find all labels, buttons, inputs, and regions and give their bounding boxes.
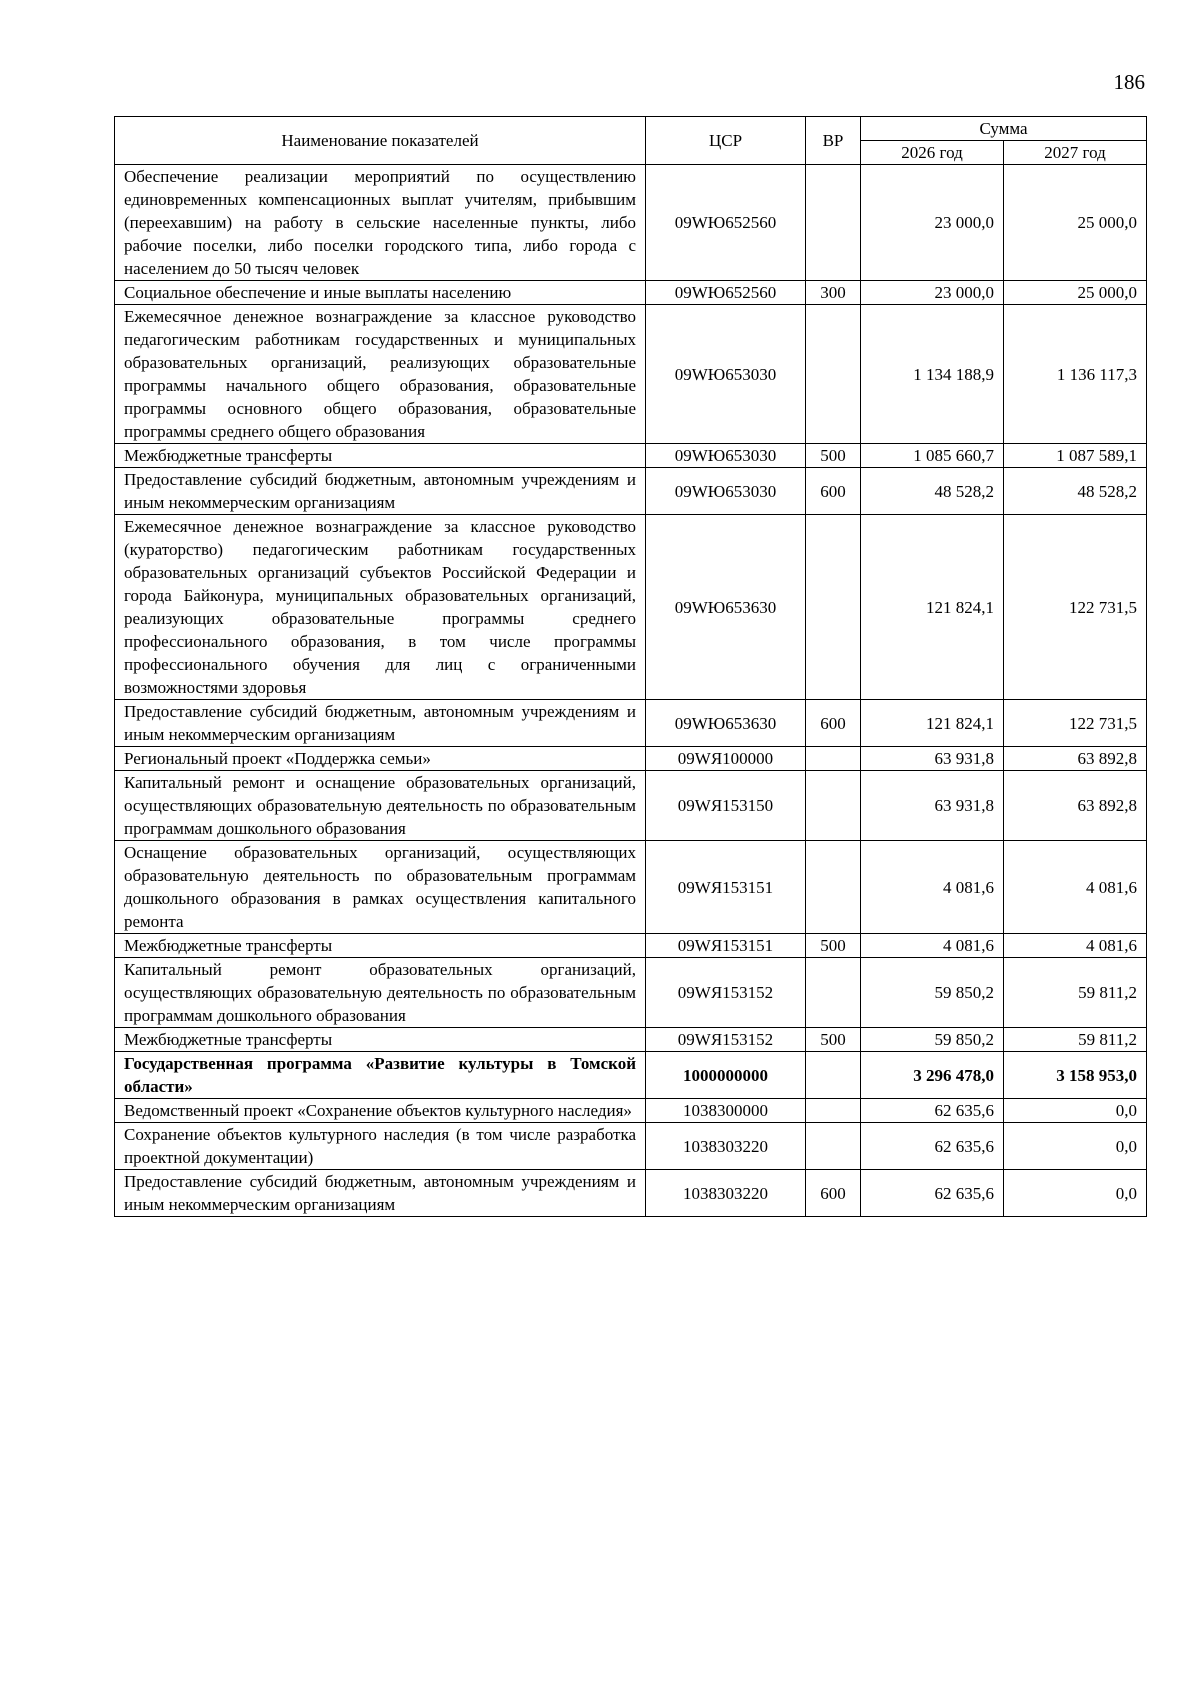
row-sum-2027-cell: 25 000,0	[1004, 281, 1147, 305]
row-sum-2026-cell: 121 824,1	[861, 700, 1004, 747]
table-header	[115, 117, 1147, 165]
row-vr-cell	[806, 841, 861, 934]
row-name-cell: Предоставление субсидий бюджетным, автономным учреждениям и иным некоммерческим организациям	[115, 468, 646, 515]
header-name: Наименование показателей	[115, 117, 646, 165]
row-name-cell: Межбюджетные трансферты	[115, 444, 646, 468]
table-row	[115, 700, 1147, 747]
table-row	[115, 771, 1147, 841]
row-sum-2026-cell: 4 081,6	[861, 841, 1004, 934]
row-sum-2027-cell: 122 731,5	[1004, 515, 1147, 700]
table-row	[115, 747, 1147, 771]
row-sum-2026-cell: 4 081,6	[861, 934, 1004, 958]
row-vr-cell: 500	[806, 444, 861, 468]
row-sum-2026-cell: 63 931,8	[861, 771, 1004, 841]
row-vr-cell: 600	[806, 700, 861, 747]
table-row	[115, 934, 1147, 958]
table-row	[115, 468, 1147, 515]
row-sum-2027-cell: 122 731,5	[1004, 700, 1147, 747]
table-row	[115, 1123, 1147, 1170]
row-sum-2027-cell: 48 528,2	[1004, 468, 1147, 515]
row-sum-2027-cell: 63 892,8	[1004, 747, 1147, 771]
row-sum-2026-cell: 1 134 188,9	[861, 305, 1004, 444]
row-csr-cell: 1038300000	[646, 1099, 806, 1123]
row-vr-cell	[806, 1052, 861, 1099]
row-vr-cell: 300	[806, 281, 861, 305]
row-name-cell: Капитальный ремонт образовательных организаций, осуществляющих образовательную деятельность по образовательным программам дошкольного образования	[115, 958, 646, 1028]
row-sum-2027-cell: 1 087 589,1	[1004, 444, 1147, 468]
row-name-cell: Оснащение образовательных организаций, осуществляющих образовательную деятельность по образовательным программам дошкольного образования в рамках осуществления капитального ремонта	[115, 841, 646, 934]
row-sum-2027-cell: 3 158 953,0	[1004, 1052, 1147, 1099]
row-csr-cell: 1038303220	[646, 1123, 806, 1170]
table-row	[115, 841, 1147, 934]
row-vr-cell	[806, 165, 861, 281]
row-name-cell: Ежемесячное денежное вознаграждение за классное руководство педагогическим работникам государственных и муниципальных образовательных организаций, реализующих образовательные программы начального общего образования, образовательные программы основного общего образования, образовательные программы среднего общего образования	[115, 305, 646, 444]
row-sum-2026-cell: 1 085 660,7	[861, 444, 1004, 468]
budget-table	[114, 116, 1147, 1217]
row-sum-2026-cell: 62 635,6	[861, 1123, 1004, 1170]
row-sum-2026-cell: 121 824,1	[861, 515, 1004, 700]
row-vr-cell: 600	[806, 1170, 861, 1217]
row-csr-cell: 09WЯ100000	[646, 747, 806, 771]
row-sum-2027-cell: 63 892,8	[1004, 771, 1147, 841]
row-csr-cell: 09WЯ153151	[646, 934, 806, 958]
row-name-cell: Сохранение объектов культурного наследия (в том числе разработка проектной документации)	[115, 1123, 646, 1170]
row-sum-2027-cell: 0,0	[1004, 1123, 1147, 1170]
row-vr-cell: 500	[806, 1028, 861, 1052]
row-csr-cell: 09WЯ153150	[646, 771, 806, 841]
header-year-2026: 2026 год	[861, 141, 1004, 165]
row-sum-2027-cell: 4 081,6	[1004, 934, 1147, 958]
row-vr-cell: 600	[806, 468, 861, 515]
row-csr-cell: 09WЮ653030	[646, 468, 806, 515]
table-body	[115, 165, 1147, 1217]
row-sum-2027-cell: 4 081,6	[1004, 841, 1147, 934]
row-name-cell: Предоставление субсидий бюджетным, автономным учреждениям и иным некоммерческим организациям	[115, 1170, 646, 1217]
row-sum-2027-cell: 25 000,0	[1004, 165, 1147, 281]
row-sum-2026-cell: 3 296 478,0	[861, 1052, 1004, 1099]
table-row	[115, 281, 1147, 305]
row-vr-cell: 500	[806, 934, 861, 958]
page-number: 186	[1113, 70, 1145, 94]
header-csr: ЦСР	[646, 117, 806, 165]
row-csr-cell: 09WЯ153152	[646, 958, 806, 1028]
table-row	[115, 1099, 1147, 1123]
row-csr-cell: 09WЯ153152	[646, 1028, 806, 1052]
header-vr: ВР	[806, 117, 861, 165]
row-csr-cell: 09WЮ653630	[646, 515, 806, 700]
row-vr-cell	[806, 1123, 861, 1170]
row-name-cell: Обеспечение реализации мероприятий по осуществлению единовременных компенсационных выплат учителям, прибывшим (переехавшим) на работу в сельские населенные пункты, либо рабочие поселки, либо поселки городского типа, либо города с населением до 50 тысяч человек	[115, 165, 646, 281]
header-year-2027: 2027 год	[1004, 141, 1147, 165]
row-sum-2026-cell: 59 850,2	[861, 1028, 1004, 1052]
row-csr-cell: 09WЮ653630	[646, 700, 806, 747]
row-csr-cell: 1038303220	[646, 1170, 806, 1217]
row-name-cell: Межбюджетные трансферты	[115, 1028, 646, 1052]
row-name-cell: Предоставление субсидий бюджетным, автономным учреждениям и иным некоммерческим организациям	[115, 700, 646, 747]
row-csr-cell: 1000000000	[646, 1052, 806, 1099]
row-sum-2027-cell: 0,0	[1004, 1099, 1147, 1123]
row-vr-cell	[806, 958, 861, 1028]
row-csr-cell: 09WЮ653030	[646, 305, 806, 444]
header-sum: Сумма	[861, 117, 1147, 141]
row-name-cell: Государственная программа «Развитие культуры в Томской области»	[115, 1052, 646, 1099]
row-sum-2027-cell: 1 136 117,3	[1004, 305, 1147, 444]
row-vr-cell	[806, 747, 861, 771]
row-name-cell: Межбюджетные трансферты	[115, 934, 646, 958]
row-sum-2026-cell: 48 528,2	[861, 468, 1004, 515]
table-row	[115, 444, 1147, 468]
row-sum-2026-cell: 62 635,6	[861, 1170, 1004, 1217]
row-sum-2026-cell: 59 850,2	[861, 958, 1004, 1028]
row-csr-cell: 09WЮ653030	[646, 444, 806, 468]
row-name-cell: Региональный проект «Поддержка семьи»	[115, 747, 646, 771]
row-sum-2027-cell: 0,0	[1004, 1170, 1147, 1217]
row-vr-cell	[806, 305, 861, 444]
table-row	[115, 165, 1147, 281]
table-row	[115, 958, 1147, 1028]
row-sum-2026-cell: 62 635,6	[861, 1099, 1004, 1123]
row-sum-2027-cell: 59 811,2	[1004, 1028, 1147, 1052]
row-sum-2026-cell: 63 931,8	[861, 747, 1004, 771]
row-vr-cell	[806, 515, 861, 700]
row-csr-cell: 09WЯ153151	[646, 841, 806, 934]
row-name-cell: Капитальный ремонт и оснащение образовательных организаций, осуществляющих образовательную деятельность по образовательным программам дошкольного образования	[115, 771, 646, 841]
row-name-cell: Ведомственный проект «Сохранение объектов культурного наследия»	[115, 1099, 646, 1123]
row-sum-2026-cell: 23 000,0	[861, 281, 1004, 305]
row-csr-cell: 09WЮ652560	[646, 281, 806, 305]
row-csr-cell: 09WЮ652560	[646, 165, 806, 281]
table-row	[115, 515, 1147, 700]
row-name-cell: Ежемесячное денежное вознаграждение за классное руководство (кураторство) педагогическим работникам государственных образовательных организаций субъектов Российской Федерации и города Байконура, муниципальных образовательных организаций, реализующих образовательные программы среднего профессионального образования, в том числе программы профессионального обучения для лиц с ограниченными возможностями здоровья	[115, 515, 646, 700]
row-sum-2027-cell: 59 811,2	[1004, 958, 1147, 1028]
table-row	[115, 305, 1147, 444]
row-name-cell: Социальное обеспечение и иные выплаты населению	[115, 281, 646, 305]
row-sum-2026-cell: 23 000,0	[861, 165, 1004, 281]
table-row	[115, 1052, 1147, 1099]
row-vr-cell	[806, 1099, 861, 1123]
table-row	[115, 1028, 1147, 1052]
row-vr-cell	[806, 771, 861, 841]
table-row	[115, 1170, 1147, 1217]
